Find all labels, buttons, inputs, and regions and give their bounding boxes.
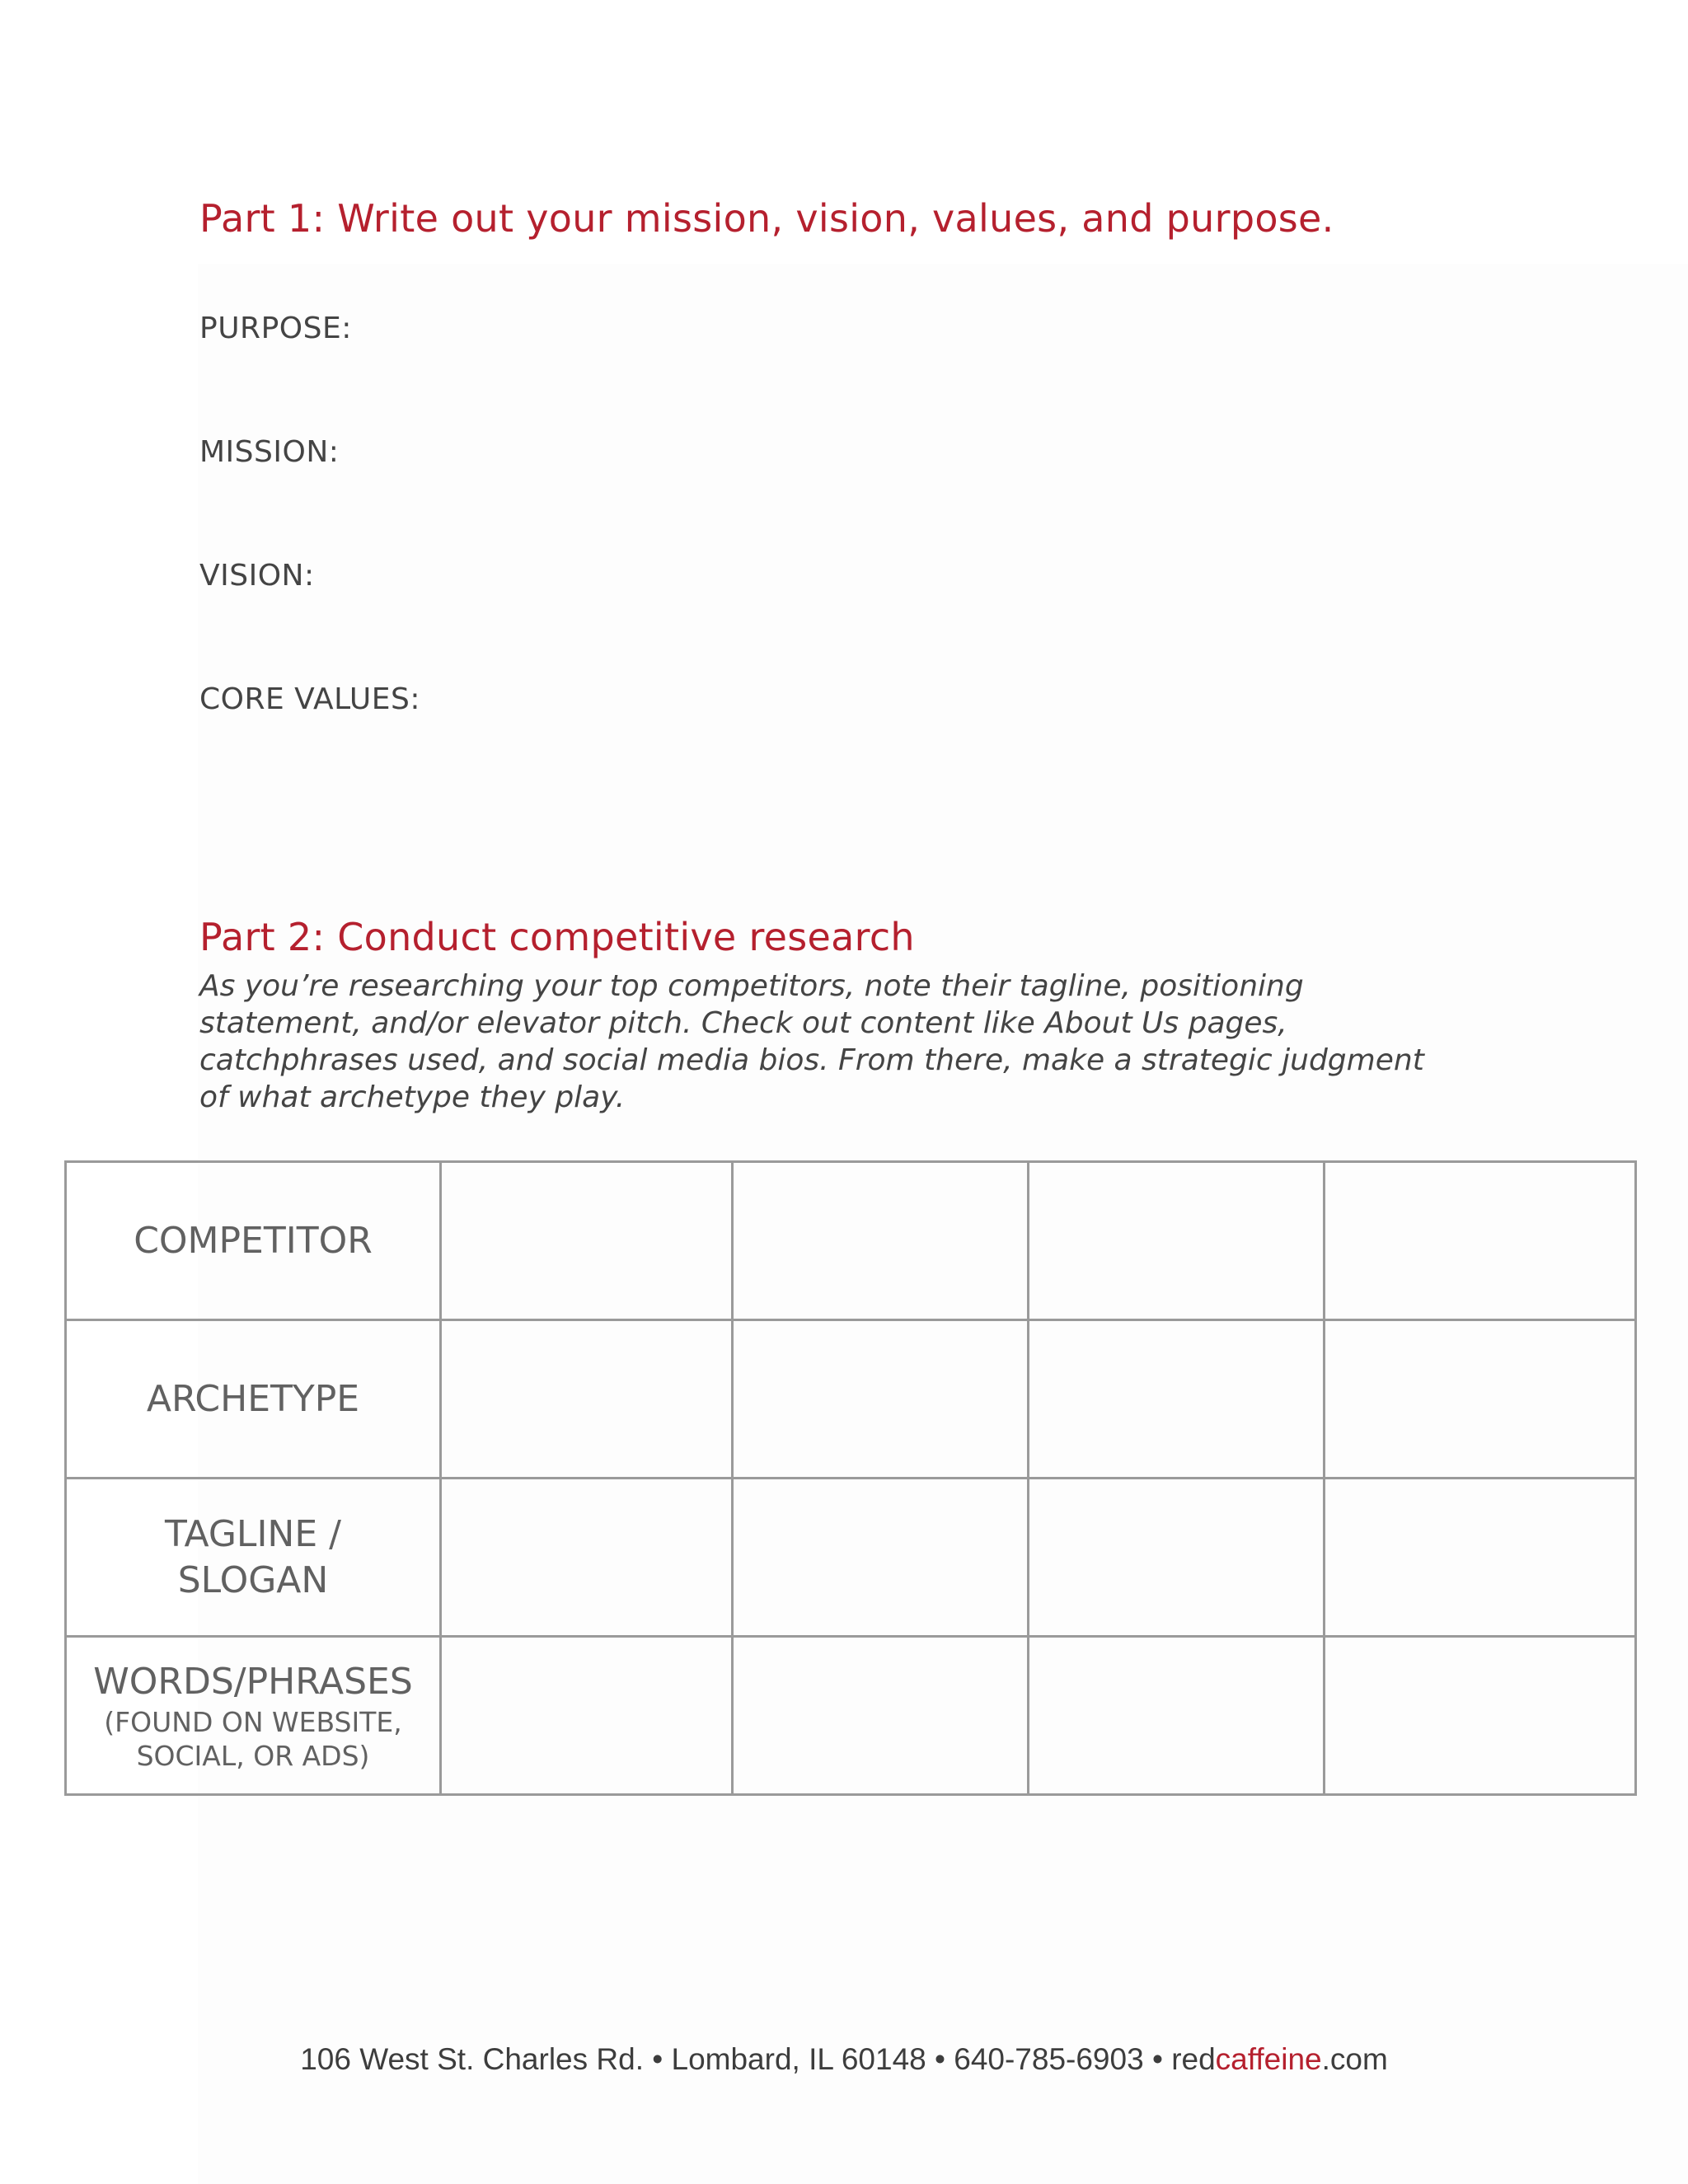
footer-contact [0, 2042, 1688, 2077]
footer-link-suffix[interactable]: .com [1321, 2042, 1388, 2076]
row-label-text: TAGLINE / SLOGAN [165, 1512, 341, 1601]
part2-description: As you’re researching your top competitors, note their tagline, positioning statement, and/or elevator pitch. Check out content like About Us pages, catchphrases used, and social media bios. From there, make a strategic judgment of what archetype they play. [199, 969, 1424, 1114]
table-cell[interactable] [1029, 1320, 1325, 1479]
table-row-tagline [66, 1479, 1636, 1637]
table-cell[interactable] [733, 1162, 1029, 1320]
table-cell[interactable] [1325, 1637, 1636, 1795]
table-cell[interactable] [733, 1637, 1029, 1795]
row-label-text: ARCHETYPE [146, 1377, 360, 1420]
row-label-competitor [66, 1162, 441, 1320]
footer-address: 106 West St. Charles Rd. • Lombard, IL 60148 • 640-785-6903 • [300, 2042, 1172, 2076]
table-cell[interactable] [1325, 1479, 1636, 1637]
mission-label: MISSION: [199, 435, 340, 469]
table-cell[interactable] [441, 1637, 733, 1795]
part1-heading: Part 1: Write out your mission, vision, values, and purpose. [199, 196, 1334, 241]
vision-label: VISION: [199, 559, 315, 593]
row-label-tagline [66, 1479, 441, 1637]
row-label-words-phrases [66, 1637, 441, 1795]
part2-heading: Part 2: Conduct competitive research [199, 915, 915, 959]
table-cell[interactable] [1029, 1479, 1325, 1637]
footer-link-prefix[interactable]: red [1171, 2042, 1216, 2076]
purpose-label: PURPOSE: [199, 312, 352, 345]
row-label-archetype [66, 1320, 441, 1479]
table-cell[interactable] [441, 1479, 733, 1637]
table-cell[interactable] [441, 1162, 733, 1320]
table-row-competitor [66, 1162, 1636, 1320]
table-cell[interactable] [1029, 1637, 1325, 1795]
table-row-words-phrases [66, 1637, 1636, 1795]
table-cell[interactable] [1325, 1320, 1636, 1479]
table-cell[interactable] [1029, 1162, 1325, 1320]
row-label-text: COMPETITOR [134, 1219, 373, 1262]
table-row-archetype [66, 1320, 1636, 1479]
core-values-label: CORE VALUES: [199, 682, 420, 716]
row-label-text: WORDS/PHRASES [93, 1660, 413, 1703]
table-cell[interactable] [733, 1320, 1029, 1479]
footer-link-accent[interactable]: caffeine [1215, 2042, 1322, 2076]
table-cell[interactable] [441, 1320, 733, 1479]
table-cell[interactable] [733, 1479, 1029, 1637]
competitor-research-table [64, 1160, 1637, 1796]
table-cell[interactable] [1325, 1162, 1636, 1320]
row-sublabel-text: (FOUND ON WEBSITE, SOCIAL, OR ADS) [104, 1705, 402, 1772]
